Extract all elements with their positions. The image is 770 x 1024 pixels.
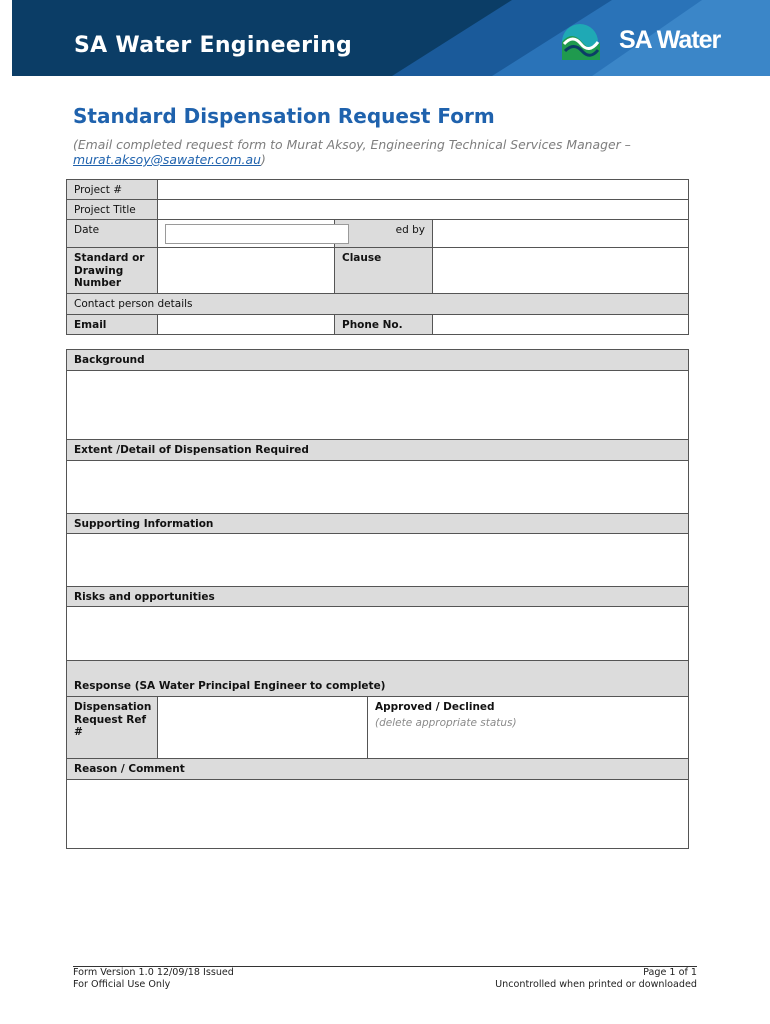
requested-by-label: ed by [334, 219, 433, 248]
risks-header: Risks and opportunities [66, 586, 689, 607]
approval-status-hint: (delete appropriate status) [375, 716, 517, 729]
sa-water-logo-icon [560, 20, 618, 64]
risks-input[interactable] [66, 606, 689, 661]
response-header: Response (SA Water Principal Engineer to complete) [66, 660, 689, 697]
instruction-suffix: ) [260, 152, 266, 167]
supporting-input[interactable] [66, 533, 689, 587]
clause-input[interactable] [432, 247, 689, 294]
standard-drawing-label: Standard or Drawing Number [66, 247, 158, 294]
footer-official: For Official Use Only [73, 979, 171, 990]
email-label: Email [66, 314, 158, 335]
supporting-header: Supporting Information [66, 513, 689, 534]
date-input[interactable] [165, 224, 349, 244]
contact-details-label: Contact person details [66, 293, 689, 315]
footer-uncontrolled: Uncontrolled when printed or downloaded [495, 979, 697, 990]
project-title-input[interactable] [157, 199, 689, 220]
email-input[interactable] [157, 314, 335, 335]
approval-status-cell[interactable] [367, 696, 689, 759]
background-input[interactable] [66, 370, 689, 440]
extent-input[interactable] [66, 460, 689, 514]
requested-by-input[interactable] [432, 219, 689, 248]
clause-label: Clause [334, 247, 433, 294]
standard-drawing-input[interactable] [157, 247, 335, 294]
dispensation-ref-label: Dispensation Request Ref # [66, 696, 158, 759]
header-banner [12, 0, 770, 76]
extent-header: Extent /Detail of Dispensation Required [66, 439, 689, 461]
footer-right [495, 967, 697, 991]
approval-status-label: Approved / Declined [375, 701, 495, 713]
reason-input[interactable] [66, 779, 689, 849]
footer-version: Form Version 1.0 12/09/18 Issued [73, 967, 234, 978]
dispensation-ref-input[interactable] [157, 696, 368, 759]
instruction-prefix: (Email completed request form to Murat Aksoy, Engineering Technical Services Manager – [73, 137, 631, 152]
header-title: SA Water Engineering [74, 33, 353, 58]
instruction-email-link[interactable]: murat.aksoy@sawater.com.au [73, 152, 261, 167]
project-title-label: Project Title [66, 199, 158, 220]
project-no-input[interactable] [157, 179, 689, 200]
phone-label: Phone No. [334, 314, 433, 335]
background-header: Background [66, 349, 689, 371]
phone-input[interactable] [432, 314, 689, 335]
form-title: Standard Dispensation Request Form [73, 104, 495, 128]
reason-header: Reason / Comment [66, 758, 689, 780]
logo-text: SA Water [619, 26, 721, 54]
footer-page: Page 1 of 1 [643, 967, 697, 978]
footer-left [73, 967, 234, 991]
project-no-label: Project # [66, 179, 158, 200]
date-label: Date [66, 219, 158, 248]
form-instruction [73, 137, 703, 167]
